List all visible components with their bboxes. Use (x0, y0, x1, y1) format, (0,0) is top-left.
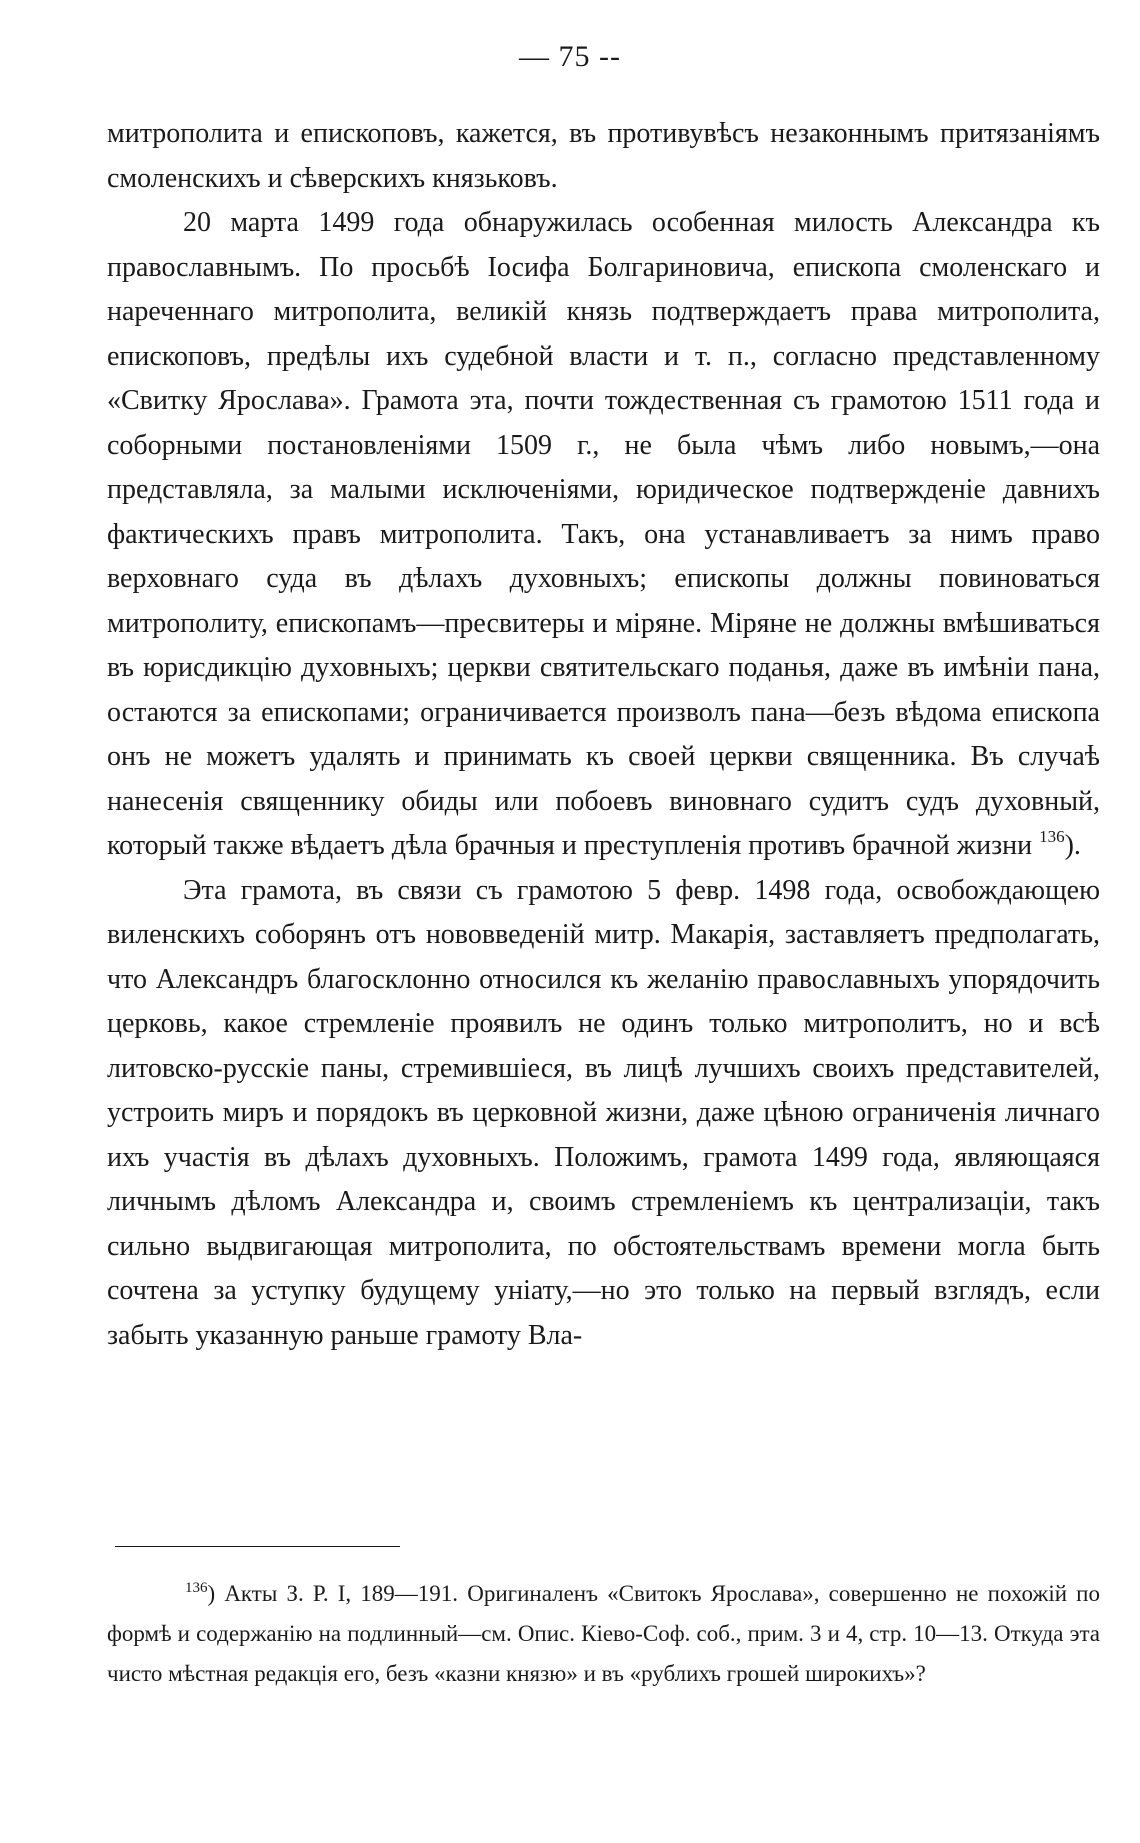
paragraph-3-text: Эта грамота, въ связи съ грамотою 5 февр. 1498 года, освобождающею виленскихъ соборянъ отъ нововведеній митр. Макарія, заставляетъ предполагать, что Александръ благосклонно относился къ желанію православныхъ упорядочить церковь, какое стремленіе проявилъ не одинъ только митрополитъ, но и всѣ литовско-русскіе паны, стремившіеся, въ лицѣ лучшихъ своихъ представителей, устроить миръ и порядокъ въ церковной жизни, даже цѣною ограниченія личнаго ихъ участія въ дѣлахъ духовныхъ. Положимъ, грамота 1499 года, являющаяся личнымъ дѣломъ Александра и, своимъ стремленіемъ къ централизаціи, такъ сильно выдвигающая митрополита, по обстоятельствамъ времени могла быть сочтена за уступку будущему уніату,—но это только на первый взглядъ, если забыть указанную раньше грамоту Вла- (107, 874, 1100, 1351)
page-number: — 75 -- (519, 40, 621, 73)
footnote-divider (115, 1546, 400, 1547)
paragraph-1-text: митрополита и епископовъ, кажется, въ противувѣсъ незаконнымъ притязаніямъ смоленскихъ и сѣверскихъ князьковъ. (107, 118, 1100, 194)
paragraph-charter-1499 (107, 201, 1100, 869)
footnote-marker: 136 (185, 1580, 208, 1596)
paragraph-charter-context (107, 869, 1100, 1359)
main-text (107, 112, 1100, 1358)
paragraph-2-end: ). (1064, 830, 1081, 861)
footnote-text: ) Акты З. Р. I, 189—191. Оригиналенъ «Свитокъ Ярослава», совершенно не похожій по формѣ и содержанію на подлинный—см. Опис. Кіево-Соф. соб., прим. 3 и 4, стр. 10—13. Откуда эта чисто мѣстная редакція его, безъ «казни князю» и въ «рублихъ грошей широкихъ»? (107, 1581, 1100, 1686)
paragraph-2-text: 20 марта 1499 года обнаружилась особенная милость Александра къ православнымъ. По просьбѣ Іосифа Болгариновича, епископа смоленскаго и нареченнаго митрополита, великій князь подтверждаетъ права митрополита, епископовъ, предѣлы ихъ судебной власти и т. п., согласно представленному «Свитку Ярослава». Грамота эта, почти тождественная съ грамотою 1511 года и соборными постановленіями 1509 г., не была чѣмъ либо новымъ,—она представляла, за малыми исключеніями, юридическое подтвержденіе давнихъ фактическихъ правъ митрополита. Такъ, она устанавливаетъ за нимъ право верховнаго суда въ дѣлахъ духовныхъ; епископы должны повиноваться митрополиту, епископамъ—пресвитеры и міряне. Міряне не должны вмѣшиваться въ юрисдикцію духовныхъ; церкви святительскаго поданья, даже въ имѣніи пана, остаются за епископами; ограничивается произволъ пана—безъ вѣдома епископа онъ не можетъ удалять и принимать къ своей церкви священника. Въ случаѣ нанесенія священнику обиды или побоевъ виновнаго судитъ судъ духовный, который также вѣдаетъ дѣла брачныя и преступленія противъ брачной жизни (107, 207, 1100, 861)
footnote-136 (107, 1574, 1100, 1694)
footnote-reference[interactable]: 136 (1039, 827, 1065, 846)
footnotes (107, 1574, 1100, 1694)
paragraph-continuation (107, 112, 1100, 201)
